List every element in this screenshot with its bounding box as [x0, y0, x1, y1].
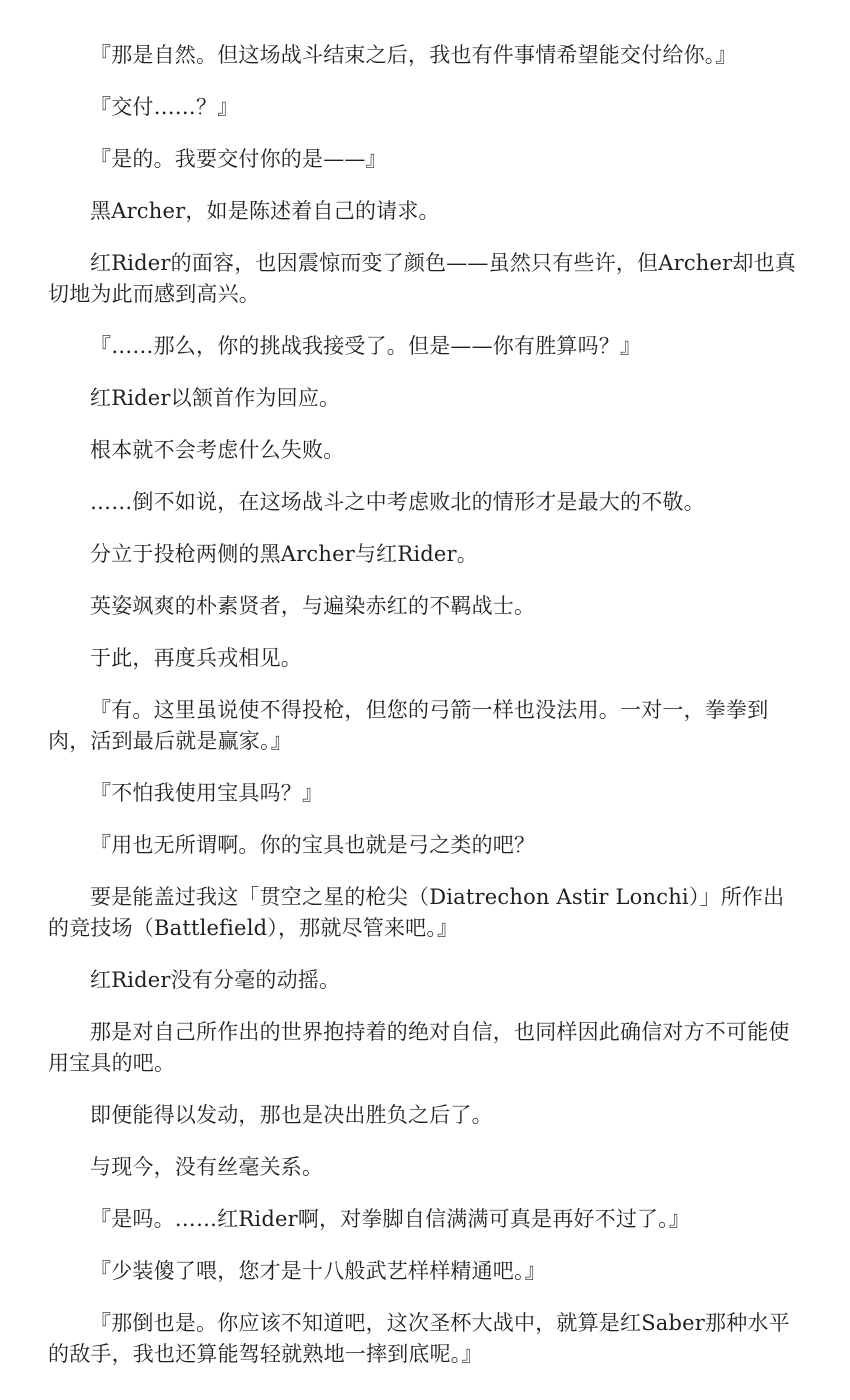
paragraph: 『那是自然。但这场战斗结束之后，我也有件事情希望能交付给你。』 [90, 43, 737, 67]
paragraph: 『有。这里虽说使不得投枪，但您的弓箭一样也没法用。一对一，拳拳到肉，活到最后就是赢家。』 [48, 698, 769, 753]
paragraph: 红Rider的面容，也因震惊而变了颜色——虽然只有些许，但Archer却也真切地为此而感到高兴。 [48, 251, 796, 306]
paragraph: ……倒不如说，在这场战斗之中考虑败北的情形才是最大的不敬。 [90, 490, 705, 514]
paragraph: 『那倒也是。你应该不知道吧，这次圣杯大战中，就算是红Saber那种水平的敌手，我也还算能驾轻就熟地一摔到底呢。』 [48, 1311, 790, 1366]
paragraph: 于此，再度兵戎相见。 [90, 646, 302, 670]
paragraph: 那是对自己所作出的世界抱持着的绝对自信，也同样因此确信对方不可能使用宝具的吧。 [48, 1020, 790, 1075]
paragraph: 即便能得以发动，那也是决出胜负之后了。 [90, 1103, 493, 1127]
paragraph: 『……那么，你的挑战我接受了。但是——你有胜算吗？』 [90, 334, 642, 358]
paragraph: 与现今，没有丝毫关系。 [90, 1155, 324, 1179]
paragraph: 『是的。我要交付你的是——』 [90, 147, 387, 171]
paragraph: 『少装傻了喂，您才是十八般武艺样样精通吧。』 [90, 1259, 546, 1283]
paragraph: 黑Archer，如是陈述着自己的请求。 [90, 199, 440, 223]
paragraph: 英姿飒爽的朴素贤者，与遍染赤红的不羁战士。 [90, 594, 536, 618]
paragraph: 『交付……？』 [90, 95, 239, 119]
paragraph: 『是吗。……红Rider啊，对拳脚自信满满可真是再好不过了。』 [90, 1207, 691, 1231]
paragraph: 根本就不会考虑什么失败。 [90, 438, 345, 462]
paragraph: 红Rider没有分毫的动摇。 [90, 968, 341, 992]
paragraph: 『用也无所谓啊。你的宝具也就是弓之类的吧？ [90, 833, 536, 857]
paragraph: 『不怕我使用宝具吗？』 [90, 781, 324, 805]
paragraph: 要是能盖过我这「贯空之星的枪尖（Diatrechon Astir Lonchi）」所作出的竞技场（Battlefield），那就尽管来吧。』 [48, 885, 785, 940]
paragraph: 分立于投枪两侧的黑Archer与红Rider。 [90, 542, 478, 566]
paragraph: 红Rider以颔首作为回应。 [90, 386, 341, 410]
